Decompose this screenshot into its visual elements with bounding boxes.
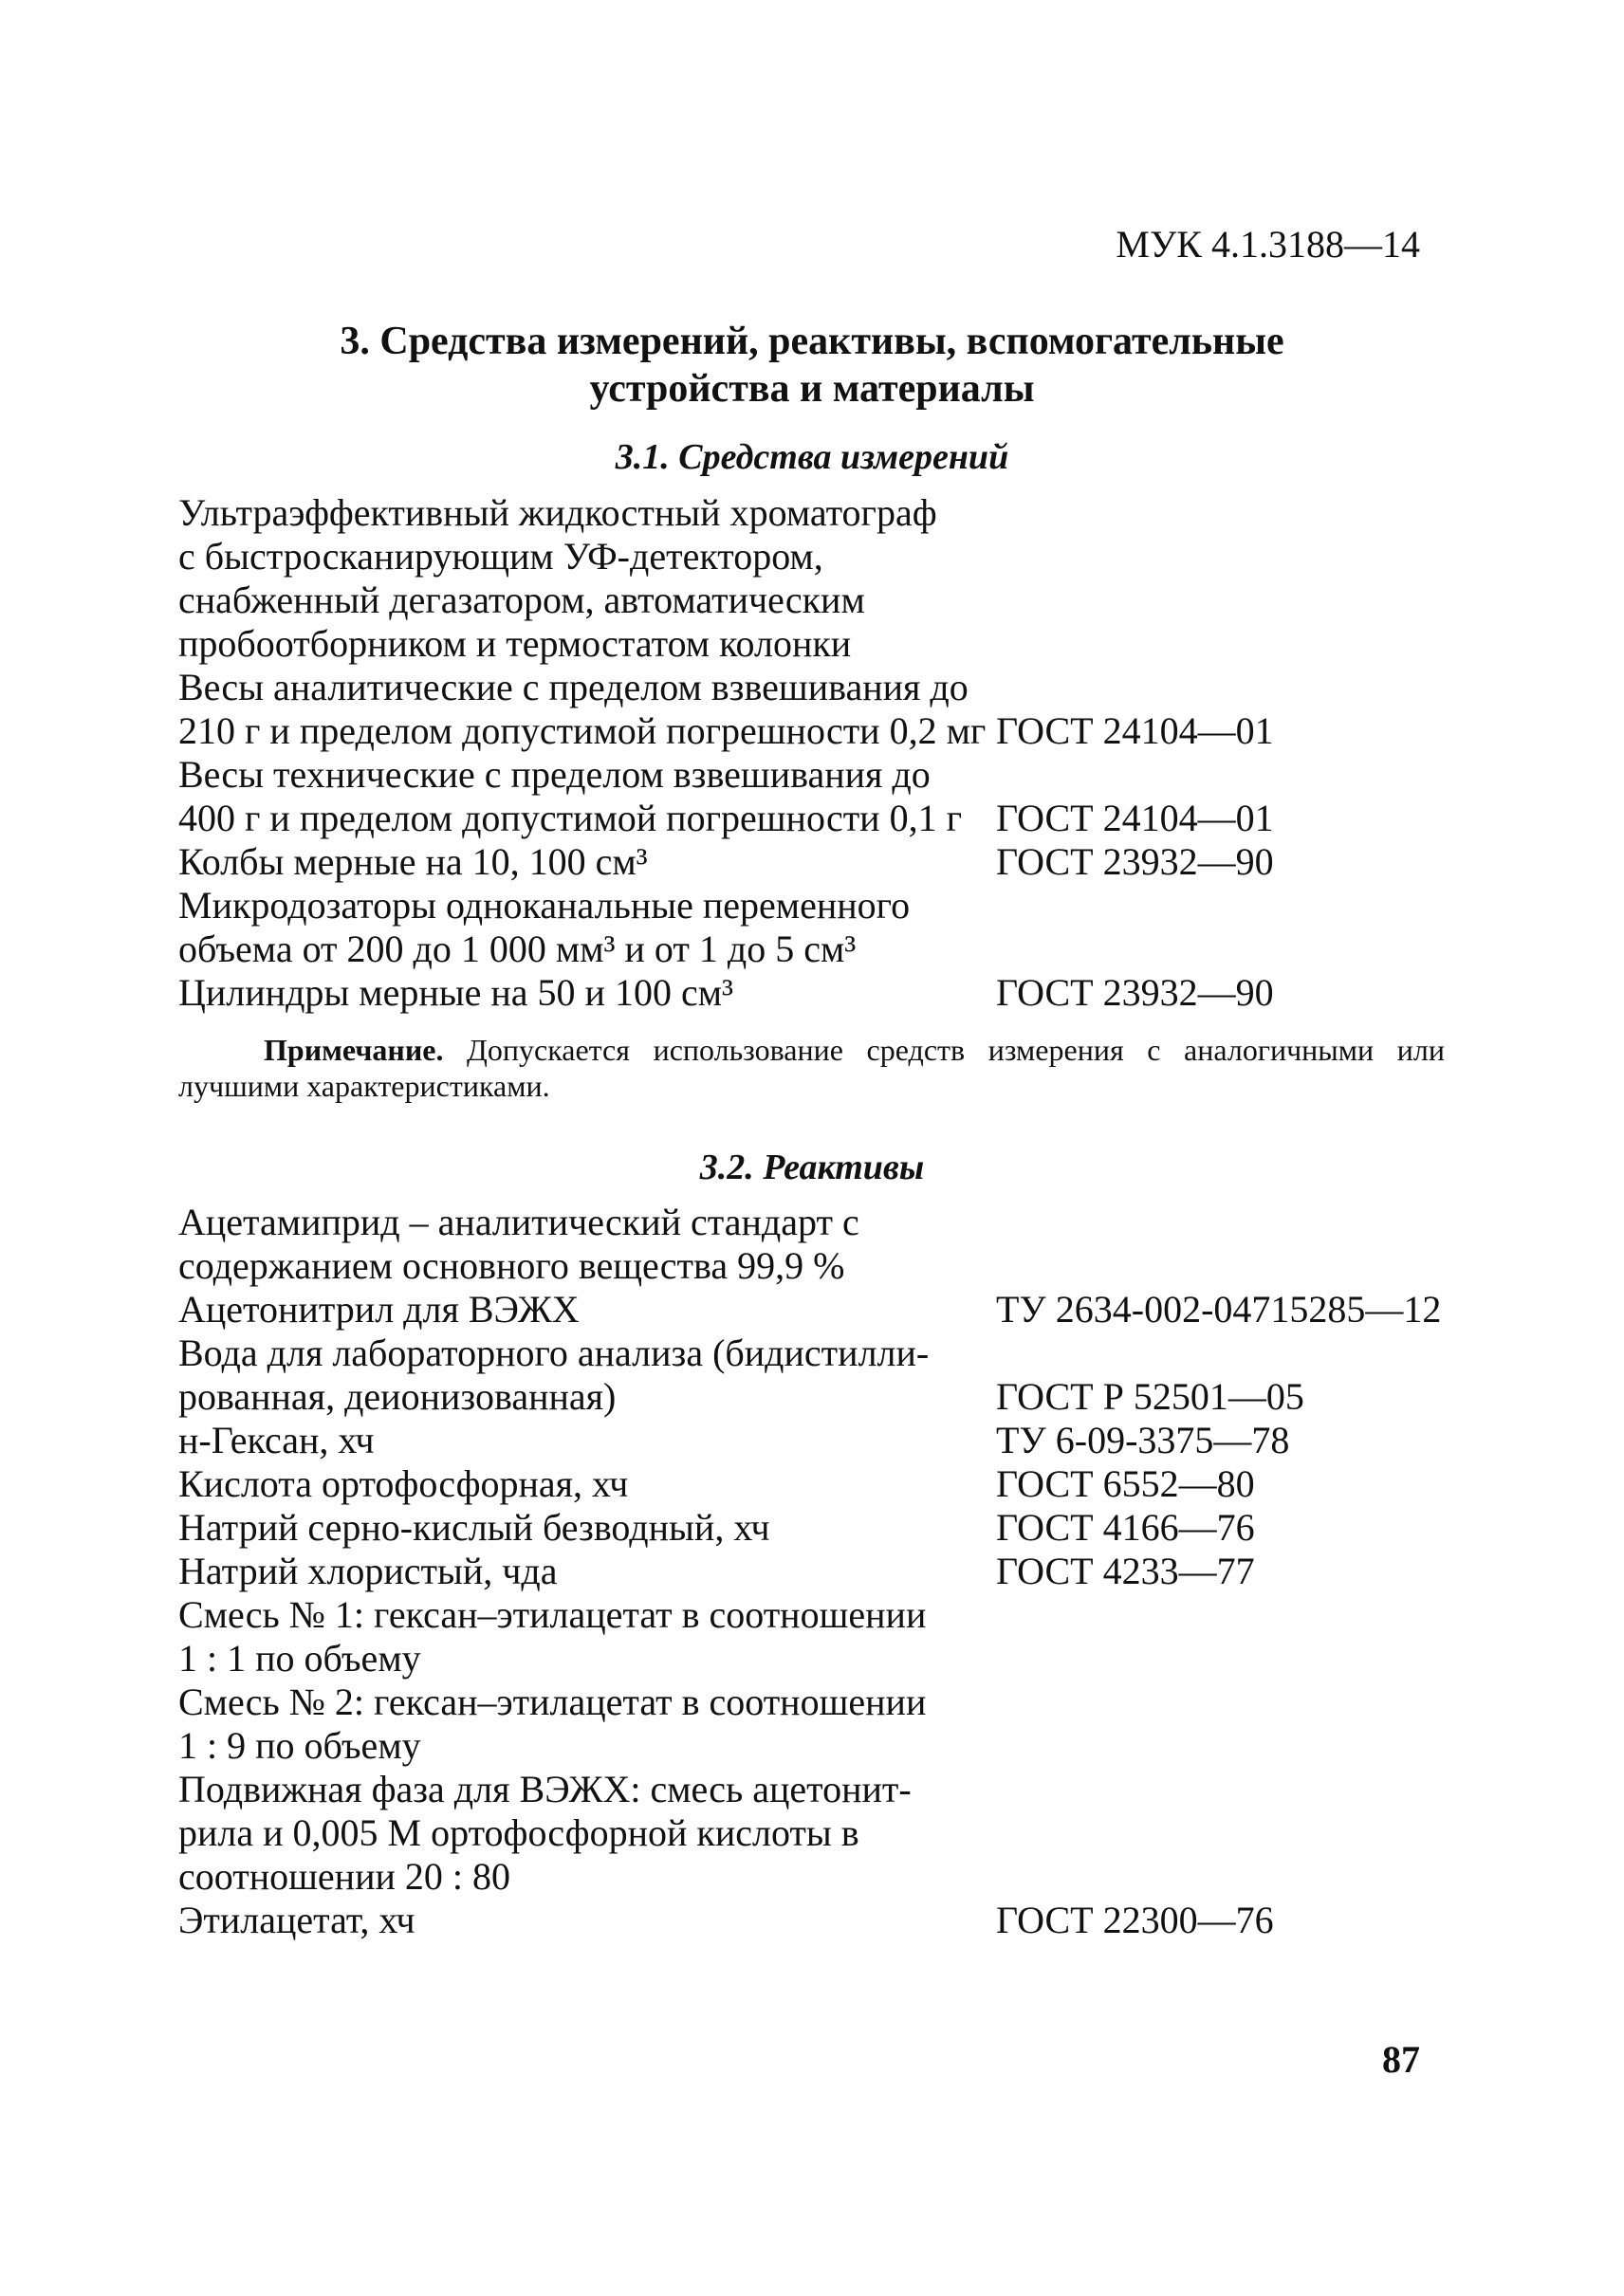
- item-name-line: рила и 0,005 М ортофосфорной кислоты в: [178, 1811, 859, 1854]
- note-text: Допускается использование средств измерения с аналогичными или лучшими характеристиками.: [178, 1033, 1445, 1103]
- item-name: [178, 1593, 996, 1681]
- list-item: [178, 1332, 1468, 1419]
- list-item: [178, 884, 1468, 971]
- item-name: [178, 1288, 996, 1332]
- item-standard: ТУ 2634-002-04715285—12: [996, 1288, 1442, 1331]
- item-standard: ГОСТ 4233—77: [996, 1550, 1255, 1592]
- item-name-line: 210 г и пределом допустимой погрешности 0,2 мг: [178, 709, 987, 752]
- item-name: [178, 971, 996, 1015]
- reagents-subtitle: 3.2. Реактивы: [699, 1148, 925, 1187]
- item-name: [178, 1419, 996, 1462]
- item-name-line: Весы аналитические с пределом взвешивания до: [178, 666, 969, 708]
- item-name: [178, 1462, 996, 1506]
- list-item: [178, 491, 1468, 666]
- list-item: [178, 1899, 1468, 1942]
- item-name-line: с быстросканирующим УФ-детектором,: [178, 535, 823, 578]
- list-item: [178, 840, 1468, 884]
- item-name: [178, 1768, 996, 1899]
- item-name: [178, 1201, 996, 1288]
- list-item: [178, 1419, 1468, 1462]
- page-number: 87: [1382, 2038, 1420, 2081]
- document-code: МУК 4.1.3188—14: [1116, 223, 1420, 266]
- item-name-line: рованная, деионизованная): [178, 1375, 617, 1418]
- item-name-line: Вода для лабораторного анализа (бидистилли-: [178, 1332, 930, 1374]
- item-name: [178, 1899, 996, 1942]
- item-standard: ГОСТ 24104—01: [996, 797, 1274, 839]
- item-standard: ТУ 6-09-3375—78: [996, 1419, 1290, 1461]
- list-item: [178, 1768, 1468, 1899]
- note-label: Примечание.: [264, 1033, 444, 1067]
- item-name: [178, 491, 996, 666]
- item-standard: ГОСТ 24104—01: [996, 709, 1274, 752]
- instruments-subtitle: 3.1. Средства измерений: [615, 437, 1009, 477]
- item-name: [178, 1332, 996, 1419]
- item-standard: ГОСТ 23932—90: [996, 840, 1274, 883]
- item-name-line: 1 : 1 по объему: [178, 1637, 421, 1680]
- item-name-line: Кислота ортофосфорная, хч: [178, 1462, 629, 1505]
- item-name: [178, 1681, 996, 1768]
- section-title-line-2: устройства и материалы: [589, 367, 1035, 411]
- item-name: [178, 1506, 996, 1550]
- item-name-line: Натрий хлористый, чда: [178, 1550, 558, 1592]
- item-name-line: 1 : 9 по объему: [178, 1724, 421, 1767]
- item-name-line: Ацетонитрил для ВЭЖХ: [178, 1288, 580, 1331]
- list-item: [178, 1288, 1468, 1332]
- item-standard: ГОСТ 23932—90: [996, 971, 1274, 1014]
- section-title: [0, 318, 1624, 413]
- item-name-line: Цилиндры мерные на 50 и 100 см³: [178, 971, 734, 1014]
- item-name-line: Смесь № 1: гексан–этилацетат в соотношении: [178, 1593, 927, 1636]
- item-standard: ГОСТ 4166—76: [996, 1506, 1255, 1549]
- item-name-line: Ацетамиприд – аналитический стандарт с: [178, 1201, 859, 1243]
- item-name-line: Подвижная фаза для ВЭЖХ: смесь ацетонит-: [178, 1768, 912, 1810]
- section-title-line-1: 3. Средства измерений, реактивы, вспомогательные: [340, 320, 1284, 363]
- item-name-line: 400 г и пределом допустимой погрешности 0,1 г: [178, 797, 962, 839]
- item-name-line: соотношении 20 : 80: [178, 1855, 510, 1898]
- item-standard: ГОСТ Р 52501—05: [996, 1375, 1304, 1418]
- item-name: [178, 1550, 996, 1593]
- item-name-line: Ультраэффективный жидкостный хроматограф: [178, 491, 937, 534]
- list-item: [178, 1506, 1468, 1550]
- item-name-line: Микродозаторы одноканальные переменного: [178, 884, 911, 927]
- item-name-line: Смесь № 2: гексан–этилацетат в соотношении: [178, 1681, 927, 1723]
- item-name: [178, 666, 996, 753]
- item-name-line: Колбы мерные на 10, 100 см³: [178, 840, 648, 883]
- item-name-line: пробоотборником и термостатом колонки: [178, 622, 852, 665]
- list-item: [178, 1681, 1468, 1768]
- reagents-list: [178, 1201, 1468, 1942]
- item-standard: ГОСТ 6552—80: [996, 1462, 1255, 1505]
- item-name: [178, 753, 996, 840]
- list-item: [178, 1201, 1468, 1288]
- instruments-note: [178, 1032, 1445, 1104]
- item-name-line: н-Гексан, хч: [178, 1419, 375, 1461]
- item-name-line: Натрий серно-кислый безводный, хч: [178, 1506, 770, 1549]
- item-name-line: Весы технические с пределом взвешивания до: [178, 753, 931, 796]
- list-item: [178, 1462, 1468, 1506]
- item-name-line: Этилацетат, хч: [178, 1899, 415, 1941]
- item-name: [178, 884, 996, 971]
- instruments-list: [178, 491, 1468, 1015]
- list-item: [178, 753, 1468, 840]
- item-name-line: содержанием основного вещества 99,9 %: [178, 1244, 845, 1287]
- list-item: [178, 1550, 1468, 1593]
- item-name: [178, 840, 996, 884]
- item-name-line: объема от 200 до 1 000 мм³ и от 1 до 5 см³: [178, 928, 857, 970]
- list-item: [178, 666, 1468, 753]
- list-item: [178, 971, 1468, 1015]
- list-item: [178, 1593, 1468, 1681]
- item-name-line: снабженный дегазатором, автоматическим: [178, 579, 865, 621]
- item-standard: ГОСТ 22300—76: [996, 1899, 1274, 1941]
